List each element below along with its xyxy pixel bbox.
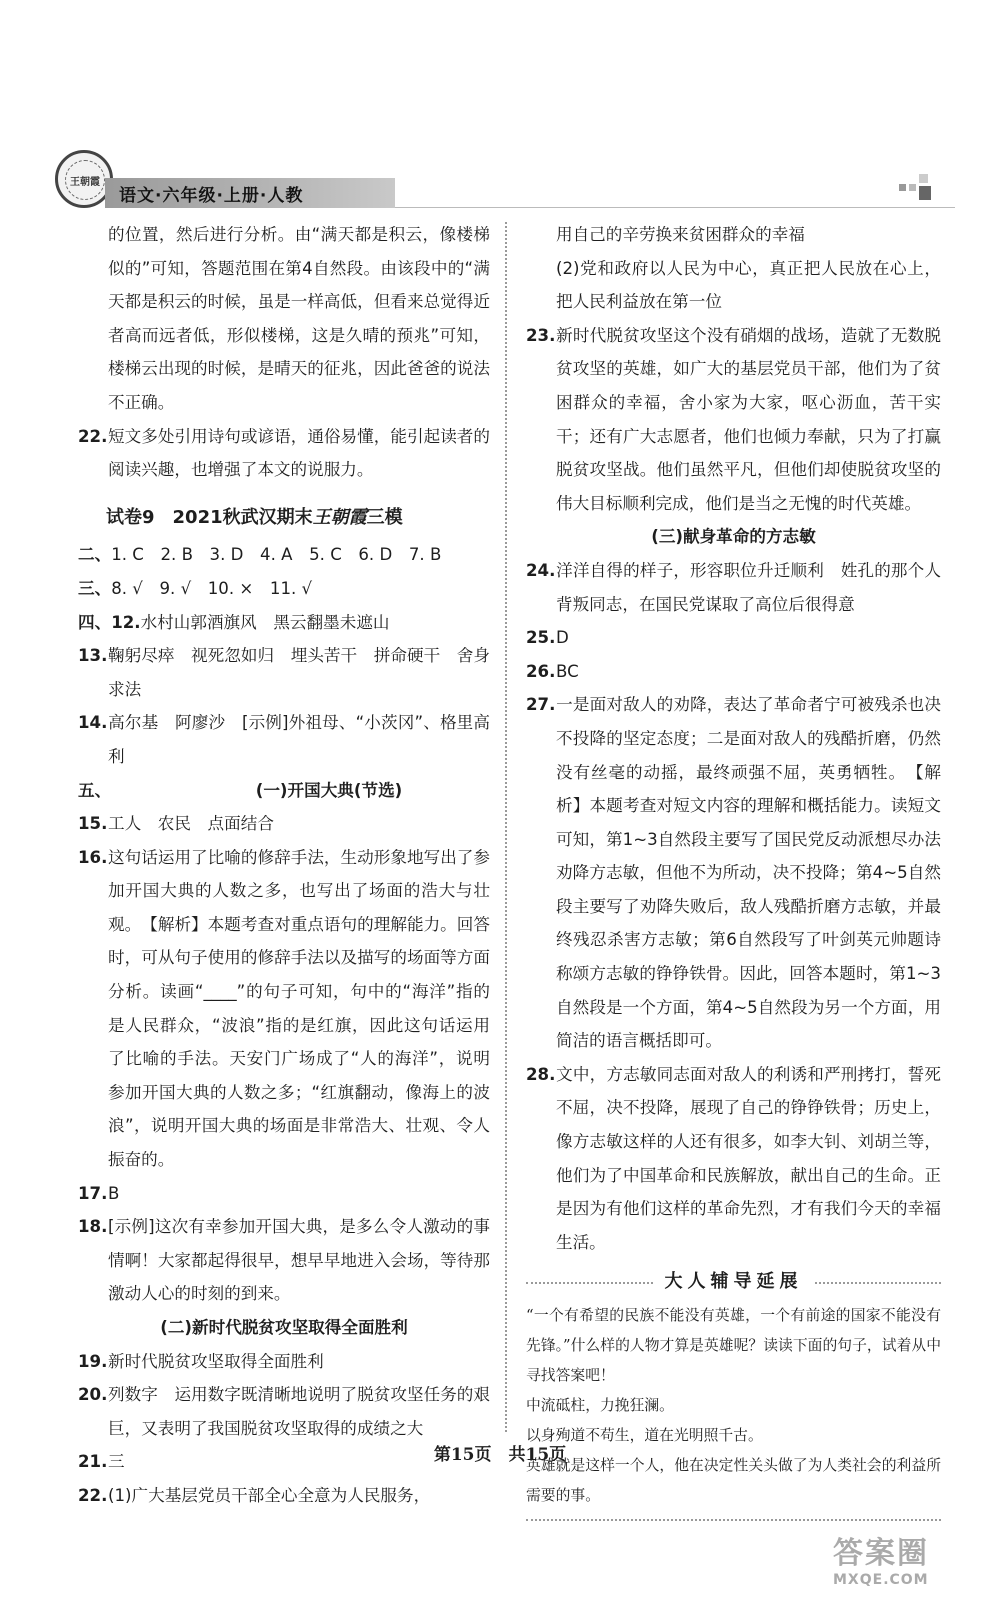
answer-18: 18.[示例]这次有幸参加开国大典，是多么令人激动的事情啊！大家都起得很早，想早早地进入会场，等待那激动人心的时刻的到来。	[78, 1217, 490, 1304]
watermark-url: MXQE.COM	[833, 1572, 929, 1588]
answer-27: 27.一是面对敌人的劝降，表达了革命者宁可被残杀也决不投降的坚定态度；二是面对敌人的残酷折磨，仍然没有丝毫的动摇，最终顽强不屈，英勇牺牲。 【解析】本题考查对短文内容的理解和概括能力。读短文可知，第1~3自然段主要写了国民党反动派想尽办法劝降方志敏，但他不为所动，决不投降；第4~5自然段主要写了劝降失败后，敌人残酷折磨方志敏，并最终残忍杀害方志敏；第6自然段写了叶剑英元帅题诗称颂方志敏的铮铮铁骨。因此，回答本题时，第1~3自然段是一个方面，第4~5自然段为另一个方面，用简洁的语言概括即可。	[526, 695, 941, 1051]
answer-15: 15.工人 农民 点面结合	[78, 814, 274, 834]
subject-label: 语文·六年级·上册·人教	[119, 186, 304, 206]
extension-box	[526, 1301, 941, 1521]
answer-26: 26.BC	[526, 661, 579, 681]
subsection-3-title: (三)献身革命的方志敏	[651, 527, 816, 547]
answer-14: 14.高尔基 阿廖沙 [示例]外祖母、“小茨冈”、格里高利	[78, 713, 490, 766]
extension-title: 大人辅导延展	[655, 1265, 813, 1299]
answer-20: 20.列数字 运用数字既清晰地说明了脱贫攻坚任务的艰巨，又表明了我国脱贫攻坚取得的成绩之大	[78, 1385, 490, 1438]
watermark-text: 答案圈	[833, 1536, 929, 1571]
section-5-heading: 五、 (一)开国大典(节选)	[78, 780, 403, 800]
right-column	[526, 218, 941, 1521]
section-4-answer-12: 四、12.水村山郭酒旗风 黑云翻墨未遮山	[78, 612, 390, 632]
answer-13: 13.鞠躬尽瘁 视死忽如归 埋头苦干 拼命硬干 舍身求法	[78, 646, 490, 699]
left-column	[78, 218, 490, 1513]
answer-22: 22.短文多处引用诗句或谚语，通俗易懂，能引起读者的阅读兴趣，也增强了本文的说服力。	[78, 426, 490, 480]
answer-21: 21.三	[78, 1452, 125, 1472]
extension-bottom-rule	[526, 1519, 941, 1521]
watermark-logo	[833, 1528, 978, 1590]
brand-logo-text: 王朝霞	[65, 160, 105, 200]
answer-28: 28.文中，方志敏同志面对敌人的利诱和严刑拷打，誓死不屈，决不投降，展现了自己的铮铮铁骨；历史上，像方志敏这样的人还有很多，如李大钊、刘胡兰等，他们为了中国革命和民族解放，献出自己的生命。正是因为有他们这样的革命先烈，才有我们今天的幸福生活。	[526, 1064, 941, 1252]
section-2-answers: 二、1. C 2. B 3. D 4. A 5. C 6. D 7. B	[78, 545, 442, 565]
answer-25: 25.D	[526, 628, 569, 648]
column-divider	[505, 222, 507, 1432]
answer-16: 16.这句话运用了比喻的修辞手法，生动形象地写出了参加开国大典的人数之多，也写出了场面的浩大与壮观。 【解析】本题考查对重点语句的理解能力。回答时，可从句子使用的修辞手法以及描写的场面等方面分析。读画“____”的句子可知，句中的“海洋”指的是人民群众，“波浪”指的是红旗，因此这句话运用了比喻的手法。天安门广场成了“人的海洋”，说明参加开国大典的人数之多；“红旗翻动，像海上的波浪”，说明开国大典的场面是非常浩大、壮观、令人振奋的。	[78, 847, 490, 1170]
decorative-squares-icon	[895, 174, 935, 204]
extension-line: “一个有希望的民族不能没有英雄，一个有前途的国家不能没有先锋。”什么样的人物才算是英雄呢？读读下面的句子，试着从中寻找答案吧！	[526, 1307, 941, 1385]
extension-line: 以身殉道不苟生，道在光明照千古。	[526, 1427, 763, 1445]
page-number: 第15页 共15页	[433, 1445, 567, 1465]
answer-22b-continuation: 用自己的辛劳换来贫困群众的幸福	[556, 225, 805, 244]
answer-22b: 22.(1)广大基层党员干部全心全意为人民服务，	[78, 1485, 431, 1505]
answer-17: 17.B	[78, 1183, 120, 1203]
extension-heading	[526, 1265, 941, 1301]
subsection-2-title: (二)新时代脱贫攻坚取得全面胜利	[160, 1318, 408, 1337]
page-header	[55, 150, 935, 206]
answer-23: 23.新时代脱贫攻坚这个没有硝烟的战场，造就了无数脱贫攻坚的英雄，如广大的基层党员干部，他们为了贫困群众的幸福，舍小家为大家，呕心沥血，苦干实干；还有广大志愿者，他们也倾力奉献，只为了打赢脱贫攻坚战。他们虽然平凡，但他们却使脱贫攻坚的伟大目标顺利完成，他们是当之无愧的时代英雄。	[526, 325, 941, 513]
subject-banner	[105, 178, 395, 208]
answer-19: 19.新时代脱贫攻坚取得全面胜利	[78, 1351, 324, 1371]
header-rule	[395, 207, 955, 208]
answer-continuation: 的位置，然后进行分析。由“满天都是积云，像楼梯似的”可知，答题范围在第4自然段。由该段中的“满天都是积云的时候，虽是一样高低，但看来总觉得近者高而远者低，形似楼梯，这是久晴的预兆”可知，楼梯云出现的时候，是晴天的征兆，因此爸爸的说法不正确。	[108, 225, 490, 412]
extension-line: 中流砥柱，力挽狂澜。	[526, 1397, 674, 1415]
answer-22b-part2: (2)党和政府以人民为中心，真正把人民放在心上，把人民利益放在第一位	[556, 258, 941, 312]
section-3-answers: 三、8. √ 9. √ 10. × 11. √	[78, 578, 313, 598]
extension-line: 英雄就是这样一个人，他在决定性关头做了为人类社会的利益所需要的事。	[526, 1457, 941, 1505]
test-title: 试卷9 2021秋武汉期末王朝霞三模	[106, 506, 403, 528]
answer-24: 24.洋洋自得的样子，形容职位升迁顺利 姓孔的那个人背叛同志，在国民党谋取了高位后很得意	[526, 560, 941, 614]
